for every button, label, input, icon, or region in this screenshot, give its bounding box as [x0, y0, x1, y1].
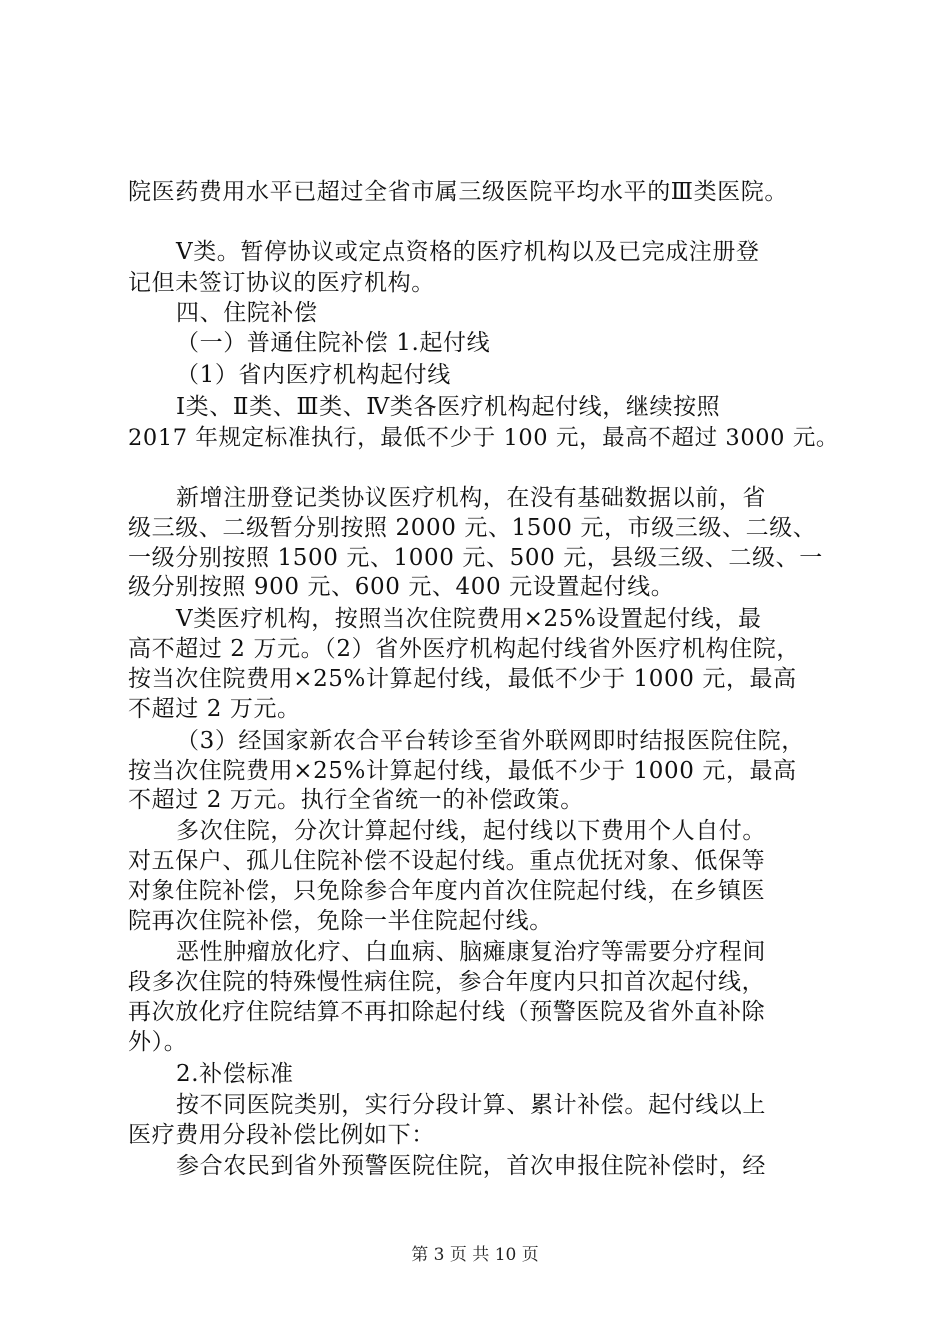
text-line: 2017 年规定标准执行，最低不少于 100 元，最高不超过 3000 元。	[128, 425, 840, 451]
text-line: Ⅴ类医疗机构，按照当次住院费用×25%设置起付线，最	[176, 606, 762, 632]
text-line: 一级分别按照 1500 元、1000 元、500 元，县级三级、二级、一	[128, 545, 823, 571]
text-line: 参合农民到省外预警医院住院，首次申报住院补偿时，经	[176, 1153, 766, 1179]
text-line: 级分别按照 900 元、600 元、400 元设置起付线。	[128, 574, 675, 600]
text-line: Ⅰ类、Ⅱ类、Ⅲ类、Ⅳ类各医疗机构起付线，继续按照	[176, 394, 721, 420]
subsection-heading: （一）普通住院补偿 1.起付线	[176, 330, 491, 356]
section-heading: 四、住院补偿	[176, 300, 318, 326]
text-line: 按当次住院费用×25%计算起付线，最低不少于 1000 元，最高	[128, 666, 797, 692]
subsection-heading: 2.补偿标准	[176, 1061, 294, 1087]
text-line: 高不超过 2 万元。（2）省外医疗机构起付线省外医疗机构住院，	[128, 636, 800, 662]
text-line: 院医药费用水平已超过全省市属三级医院平均水平的Ⅲ类医院。	[128, 179, 788, 205]
text-line: 对五保户、孤儿住院补偿不设起付线。重点优抚对象、低保等	[128, 848, 766, 874]
subsection-heading: （1）省内医疗机构起付线	[176, 362, 451, 388]
text-line: （3）经国家新农合平台转诊至省外联网即时结报医院住院，	[176, 728, 805, 754]
text-line: 不超过 2 万元。	[128, 696, 301, 722]
text-line: 再次放化疗住院结算不再扣除起付线（预警医院及省外直补除	[128, 999, 766, 1025]
text-line: 对象住院补偿，只免除参合年度内首次住院起付线，在乡镇医	[128, 878, 766, 904]
text-line: 记但未签订协议的医疗机构。	[128, 270, 435, 296]
text-line: 段多次住院的特殊慢性病住院，参合年度内只扣首次起付线，	[128, 969, 766, 995]
text-line: 不超过 2 万元。执行全省统一的补偿政策。	[128, 787, 584, 813]
text-line: Ⅴ类。暂停协议或定点资格的医疗机构以及已完成注册登	[176, 239, 760, 265]
text-line: 按不同医院类别，实行分段计算、累计补偿。起付线以上	[176, 1092, 766, 1118]
text-line: 级三级、二级暂分别按照 2000 元、1500 元，市级三级、二级、	[128, 515, 817, 541]
text-line: 多次住院，分次计算起付线，起付线以下费用个人自付。	[176, 818, 766, 844]
text-line: 外）。	[128, 1029, 188, 1055]
page-footer: 第 3 页 共 10 页	[411, 1245, 539, 1265]
text-line: 按当次住院费用×25%计算起付线，最低不少于 1000 元，最高	[128, 758, 797, 784]
text-line: 新增注册登记类协议医疗机构，在没有基础数据以前，省	[176, 485, 766, 511]
text-line: 医疗费用分段补偿比例如下：	[128, 1122, 435, 1148]
text-line: 院再次住院补偿，免除一半住院起付线。	[128, 908, 553, 934]
text-line: 恶性肿瘤放化疗、白血病、脑瘫康复治疗等需要分疗程间	[176, 939, 766, 965]
